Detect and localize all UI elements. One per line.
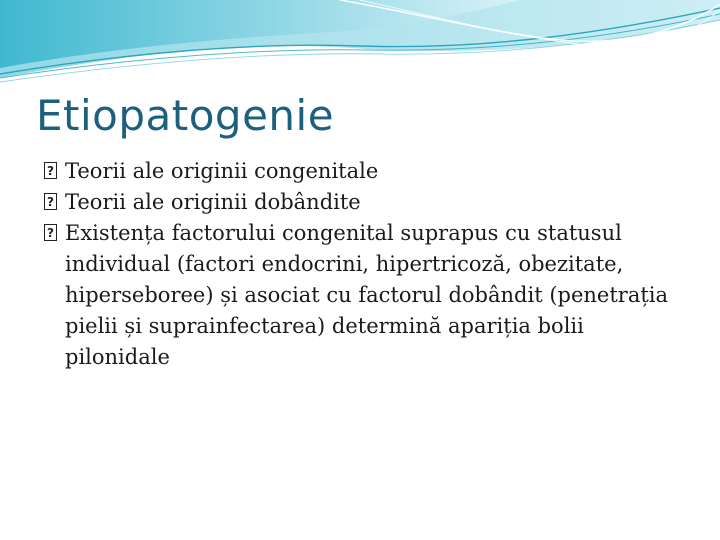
- missing-glyph-icon: ?: [44, 224, 57, 241]
- missing-glyph-icon: ?: [44, 193, 57, 210]
- slide-title: Etiopatogenie: [36, 91, 335, 140]
- list-item: [44, 187, 674, 218]
- list-item: [44, 156, 674, 187]
- bullet-list: [44, 156, 674, 373]
- missing-glyph-icon: ?: [44, 162, 57, 179]
- list-item: [44, 218, 674, 373]
- list-item-text: Teorii ale originii congenitale: [65, 159, 379, 183]
- wave-banner-decoration: [0, 0, 720, 90]
- list-item-text: Existența factorului congenital suprapus cu statusul individual (factori endocrini, hipertricoză, obezitate, hiperseboree) și asociat cu factorul dobândit (penetrația pielii și suprainfectarea) determină apariția bolii pilonidale: [65, 221, 669, 369]
- list-item-text: Teorii ale originii dobândite: [65, 190, 361, 214]
